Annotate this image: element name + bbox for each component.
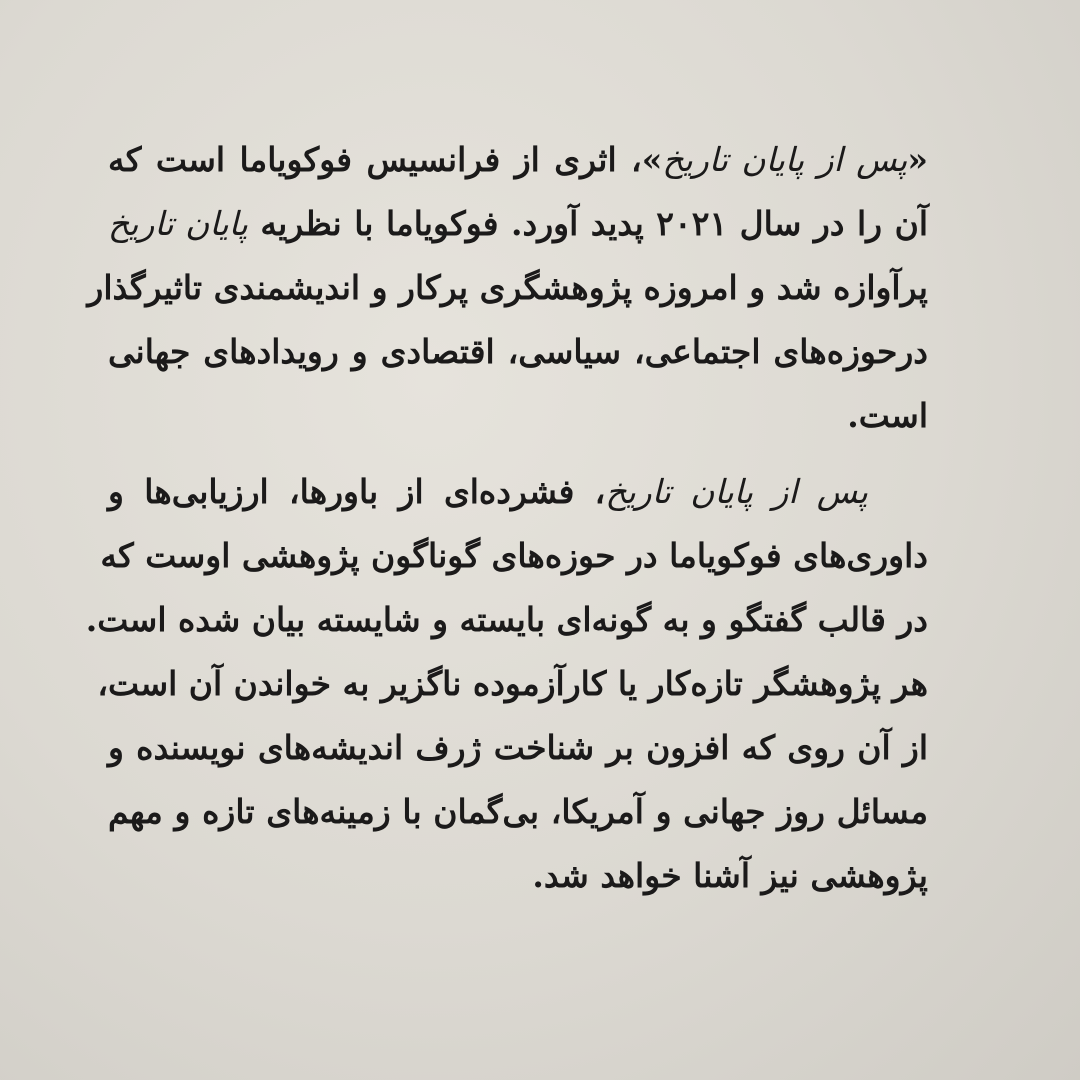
paragraph-2 bbox=[85, 460, 928, 908]
paragraph-2-line-3: در قالب گفتگو و به گونه‌ای بایسته و شایسته بیان شده است. bbox=[85, 600, 928, 639]
paragraph-1-line-5: است. bbox=[847, 396, 928, 435]
paragraph-1-line-4: درحوزه‌های اجتماعی، سیاسی، اقتصادی و رویدادهای جهانی bbox=[108, 332, 928, 371]
paragraph-2-line-1 bbox=[108, 460, 928, 524]
book-title-italic: پس از پایان تاریخ bbox=[662, 140, 908, 179]
paragraph-gap bbox=[108, 448, 928, 460]
paragraph-1-line-1 bbox=[108, 128, 928, 192]
paragraph-2-line-5: از آن روی که افزون بر شناخت ژرف اندیشه‌های نویسنده و bbox=[108, 728, 928, 767]
paragraph-2-line-2: داوری‌های فوکویاما در حوزه‌های گوناگون پژوهشی اوست که bbox=[100, 536, 928, 575]
paragraph-1-line-2 bbox=[108, 192, 928, 256]
text-block bbox=[85, 128, 928, 908]
paragraph-2-line-4: هر پژوهشگر تازه‌کار یا کارآزموده ناگزیر به خواندن آن است، bbox=[97, 664, 928, 703]
paragraph-1-line-3: پرآوازه شد و امروزه پژوهشگری پرکار و اندیشمندی تاثیرگذار bbox=[87, 268, 928, 307]
line-2-text: آن را در سال ۲۰۲۱ پدید آورد. فوکویاما با نظریه bbox=[247, 204, 928, 243]
book-title-italic-2: پس از پایان تاریخ bbox=[605, 472, 868, 511]
open-quote: « bbox=[907, 140, 928, 179]
paragraph-1 bbox=[87, 128, 928, 448]
paragraph-2-line-6: مسائل روز جهانی و آمریکا، بی‌گمان با زمینه‌های تازه و مهم bbox=[108, 792, 928, 831]
theory-title-italic: پایان تاریخ bbox=[108, 204, 248, 243]
p2-line-1-rest: ، فشرده‌ای از باورها، ارزیابی‌ها و bbox=[108, 472, 606, 511]
line-1-rest: »، اثری از فرانسیس فوکویاما است که bbox=[108, 140, 663, 179]
paragraph-2-line-7: پژوهشی نیز آشنا خواهد شد. bbox=[532, 856, 928, 895]
